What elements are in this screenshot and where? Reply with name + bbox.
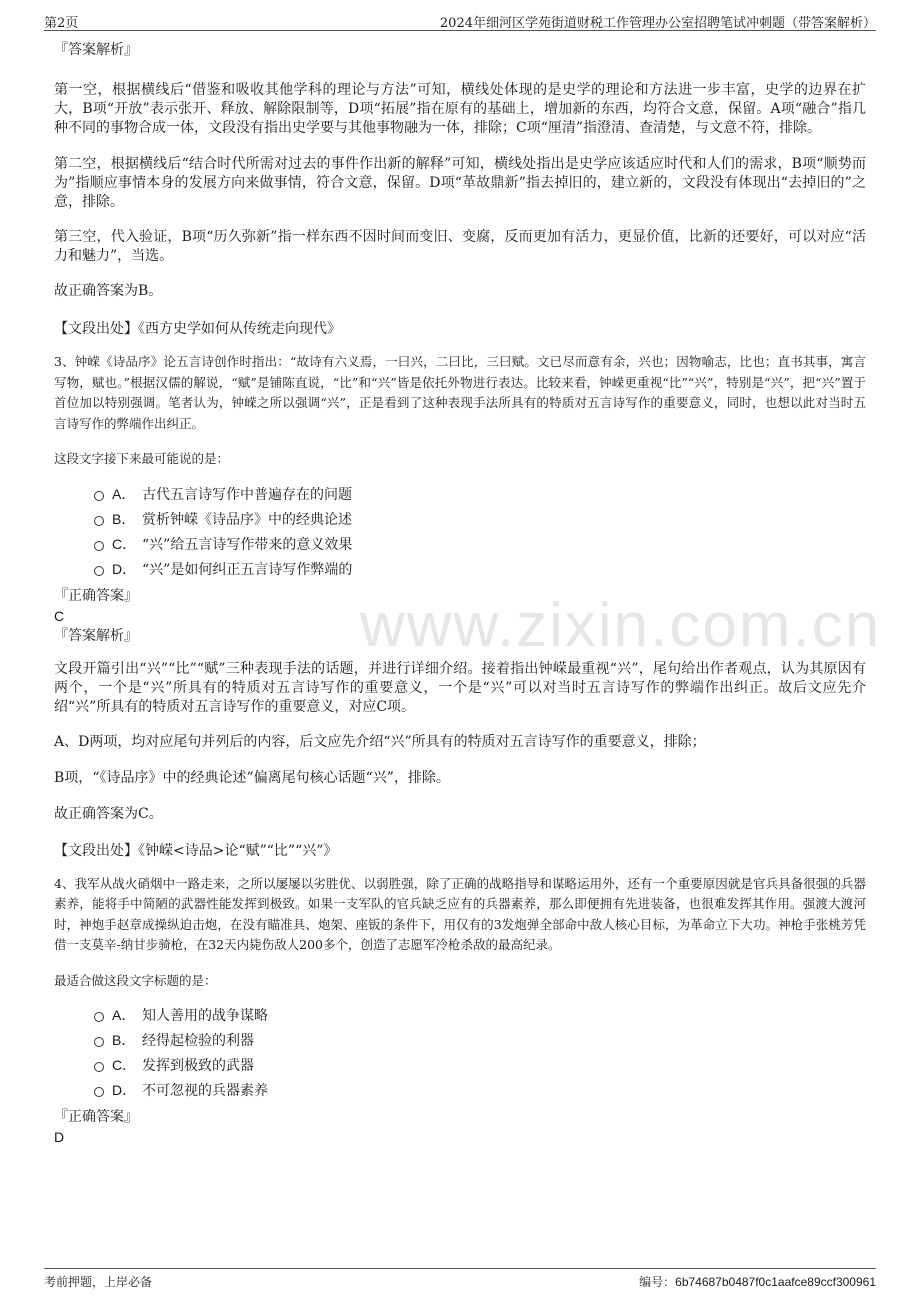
radio-icon[interactable] [94,491,104,501]
analysis-paragraph: 第三空，代入验证，B项“历久弥新”指一样东西不因时间而变旧、变腐，反而更加有活力，更显价值，比新的还要好，可以对应“活力和魅力”，当选。 [54,229,866,264]
radio-icon[interactable] [94,1037,104,1047]
answer-conclusion: 故正确答案为C。 [54,805,163,822]
radio-icon[interactable] [94,516,104,526]
document-body [54,40,866,1147]
radio-icon[interactable] [94,1012,104,1022]
option-b[interactable]: B． 经得起检验的利器 [94,1028,866,1053]
option-list [54,1003,866,1103]
analysis-label: 『答案解析』 [54,42,138,58]
option-a[interactable]: A． 古代五言诗写作中普遍存在的问题 [94,482,866,507]
document-id: 编号：6b74687b0487f0c1aafce89ccf300961 [639,1275,876,1289]
page-footer [44,1268,876,1291]
question-prompt: 最适合做这段文字标题的是： [54,972,217,988]
option-d[interactable]: D． “兴”是如何纠正五言诗写作弊端的 [94,557,866,582]
correct-answer: D [54,1129,65,1145]
page-number: 第2页 [44,16,79,31]
radio-icon[interactable] [94,1087,104,1097]
question-stem: 3、钟嵘《诗品序》论五言诗创作时指出：“故诗有六义焉，一曰兴，二曰比，三曰赋。文已尽而意有余，兴也；因物喻志，比也；直书其事，寓言写物，赋也。”根据汉儒的解说，“赋”是铺陈直说，“比”和“兴”皆是依托外物进行表达。比较来看，钟嵘更重视“比”“兴”，特别是“兴”，把“兴”置于首位加以特别强调。笔者认为，钟嵘之所以强调“兴”，正是看到了这种表现手法所具有的特质对五言诗写作的重要意义，同时，也想以此对当时五言诗写作的弊端作出纠正。 [54,354,866,431]
answer-conclusion: 故正确答案为B。 [54,283,163,299]
text-source: 【文段出处】《钟嵘<诗品>论“赋”“比”“兴”》 [54,842,338,859]
analysis-paragraph: 第一空，根据横线后“借鉴和吸收其他学科的理论与方法”可知，横线处体现的是史学的理论和方法进一步丰富，史学的边界在扩大，B项“开放”表示张开、释放、解除限制等，D项“拓展”指在原有的基础上，增加新的东西，均符合文意，保留。A项“融合”指几种不同的事物合成一体，文段没有指出史学要与其他事物融为一体，排除；C项“厘清”指澄清、查清楚，与文意不符，排除。 [54,82,866,136]
watermark: www.zixin.com.cn [360,591,882,660]
question-prompt: 这段文字接下来最可能说的是： [54,451,230,466]
text-source: 【文段出处】《西方史学如何从传统走向现代》 [54,321,341,337]
radio-icon[interactable] [94,541,104,551]
footer-slogan: 考前押题，上岸必备 [44,1275,153,1289]
option-d[interactable]: D． 不可忽视的兵器素养 [94,1078,866,1103]
analysis-paragraph: 第二空，根据横线后“结合时代所需对过去的事件作出新的解释”可知，横线处指出是史学应该适应时代和人们的需求，B项“顺势而为”指顺应事情本身的发展方向来做事情，符合文意，保留。D项“革故鼎新”指去掉旧的，建立新的，文段没有体现出“去掉旧的”之意，排除。 [54,156,866,210]
analysis-label: 『答案解析』 [54,627,138,644]
question-stem: 4、我军从战火硝烟中一路走来，之所以屡屡以劣胜优、以弱胜强，除了正确的战略指导和谋略运用外，还有一个重要原因就是官兵具备很强的兵器素养，能将手中简陋的武器性能发挥到极致。如果一支军队的官兵缺乏应有的兵器素养，那么即便拥有先进装备，也很难发挥其作用。强渡大渡河时，神炮手赵章成操纵迫击炮，在没有瞄准具、炮架、座钣的条件下，用仅有的3发炮弹全部命中敌人核心目标，为革命立下大功。神枪手张桃芳凭借一支莫辛-纳甘步骑枪，在32天内毙伤敌人200多个，创造了志愿军冷枪杀敌的最高纪录。 [54,875,866,952]
analysis-paragraph: B项，“《诗品序》中的经典论述”偏离尾句核心话题“兴”，排除。 [54,769,450,786]
analysis-paragraph: 文段开篇引出“兴”“比”“赋”三种表现手法的话题，并进行详细介绍。接着指出钟嵘最重视“兴”，尾句给出作者观点，认为其原因有两个，一个是“兴”所具有的特质对五言诗写作的重要意义，一个是“兴”可以对当时五言诗写作的弊端作出纠正。故后文应先介绍“兴”所具有的特质对五言诗写作的重要意义，对应C项。 [54,660,866,715]
correct-answer-label: 『正确答案』 [54,1109,138,1125]
page-header [44,10,876,31]
analysis-paragraph: A、D两项，均对应尾句并列后的内容，后文应先介绍“兴”所具有的特质对五言诗写作的重要意义，排除； [54,733,706,750]
correct-answer-label: 『正确答案』 [54,587,138,604]
option-c[interactable]: C． “兴”给五言诗写作带来的意义效果 [94,532,866,557]
option-a[interactable]: A． 知人善用的战争谋略 [94,1003,866,1028]
radio-icon[interactable] [94,566,104,576]
correct-answer: C [54,607,65,624]
radio-icon[interactable] [94,1062,104,1072]
option-b[interactable]: B． 赏析钟嵘《诗品序》中的经典论述 [94,507,866,532]
document-title: 2024年细河区学苑街道财税工作管理办公室招聘笔试冲刺题（带答案解析） [439,16,876,31]
option-c[interactable]: C． 发挥到极致的武器 [94,1053,866,1078]
option-list [54,482,866,582]
